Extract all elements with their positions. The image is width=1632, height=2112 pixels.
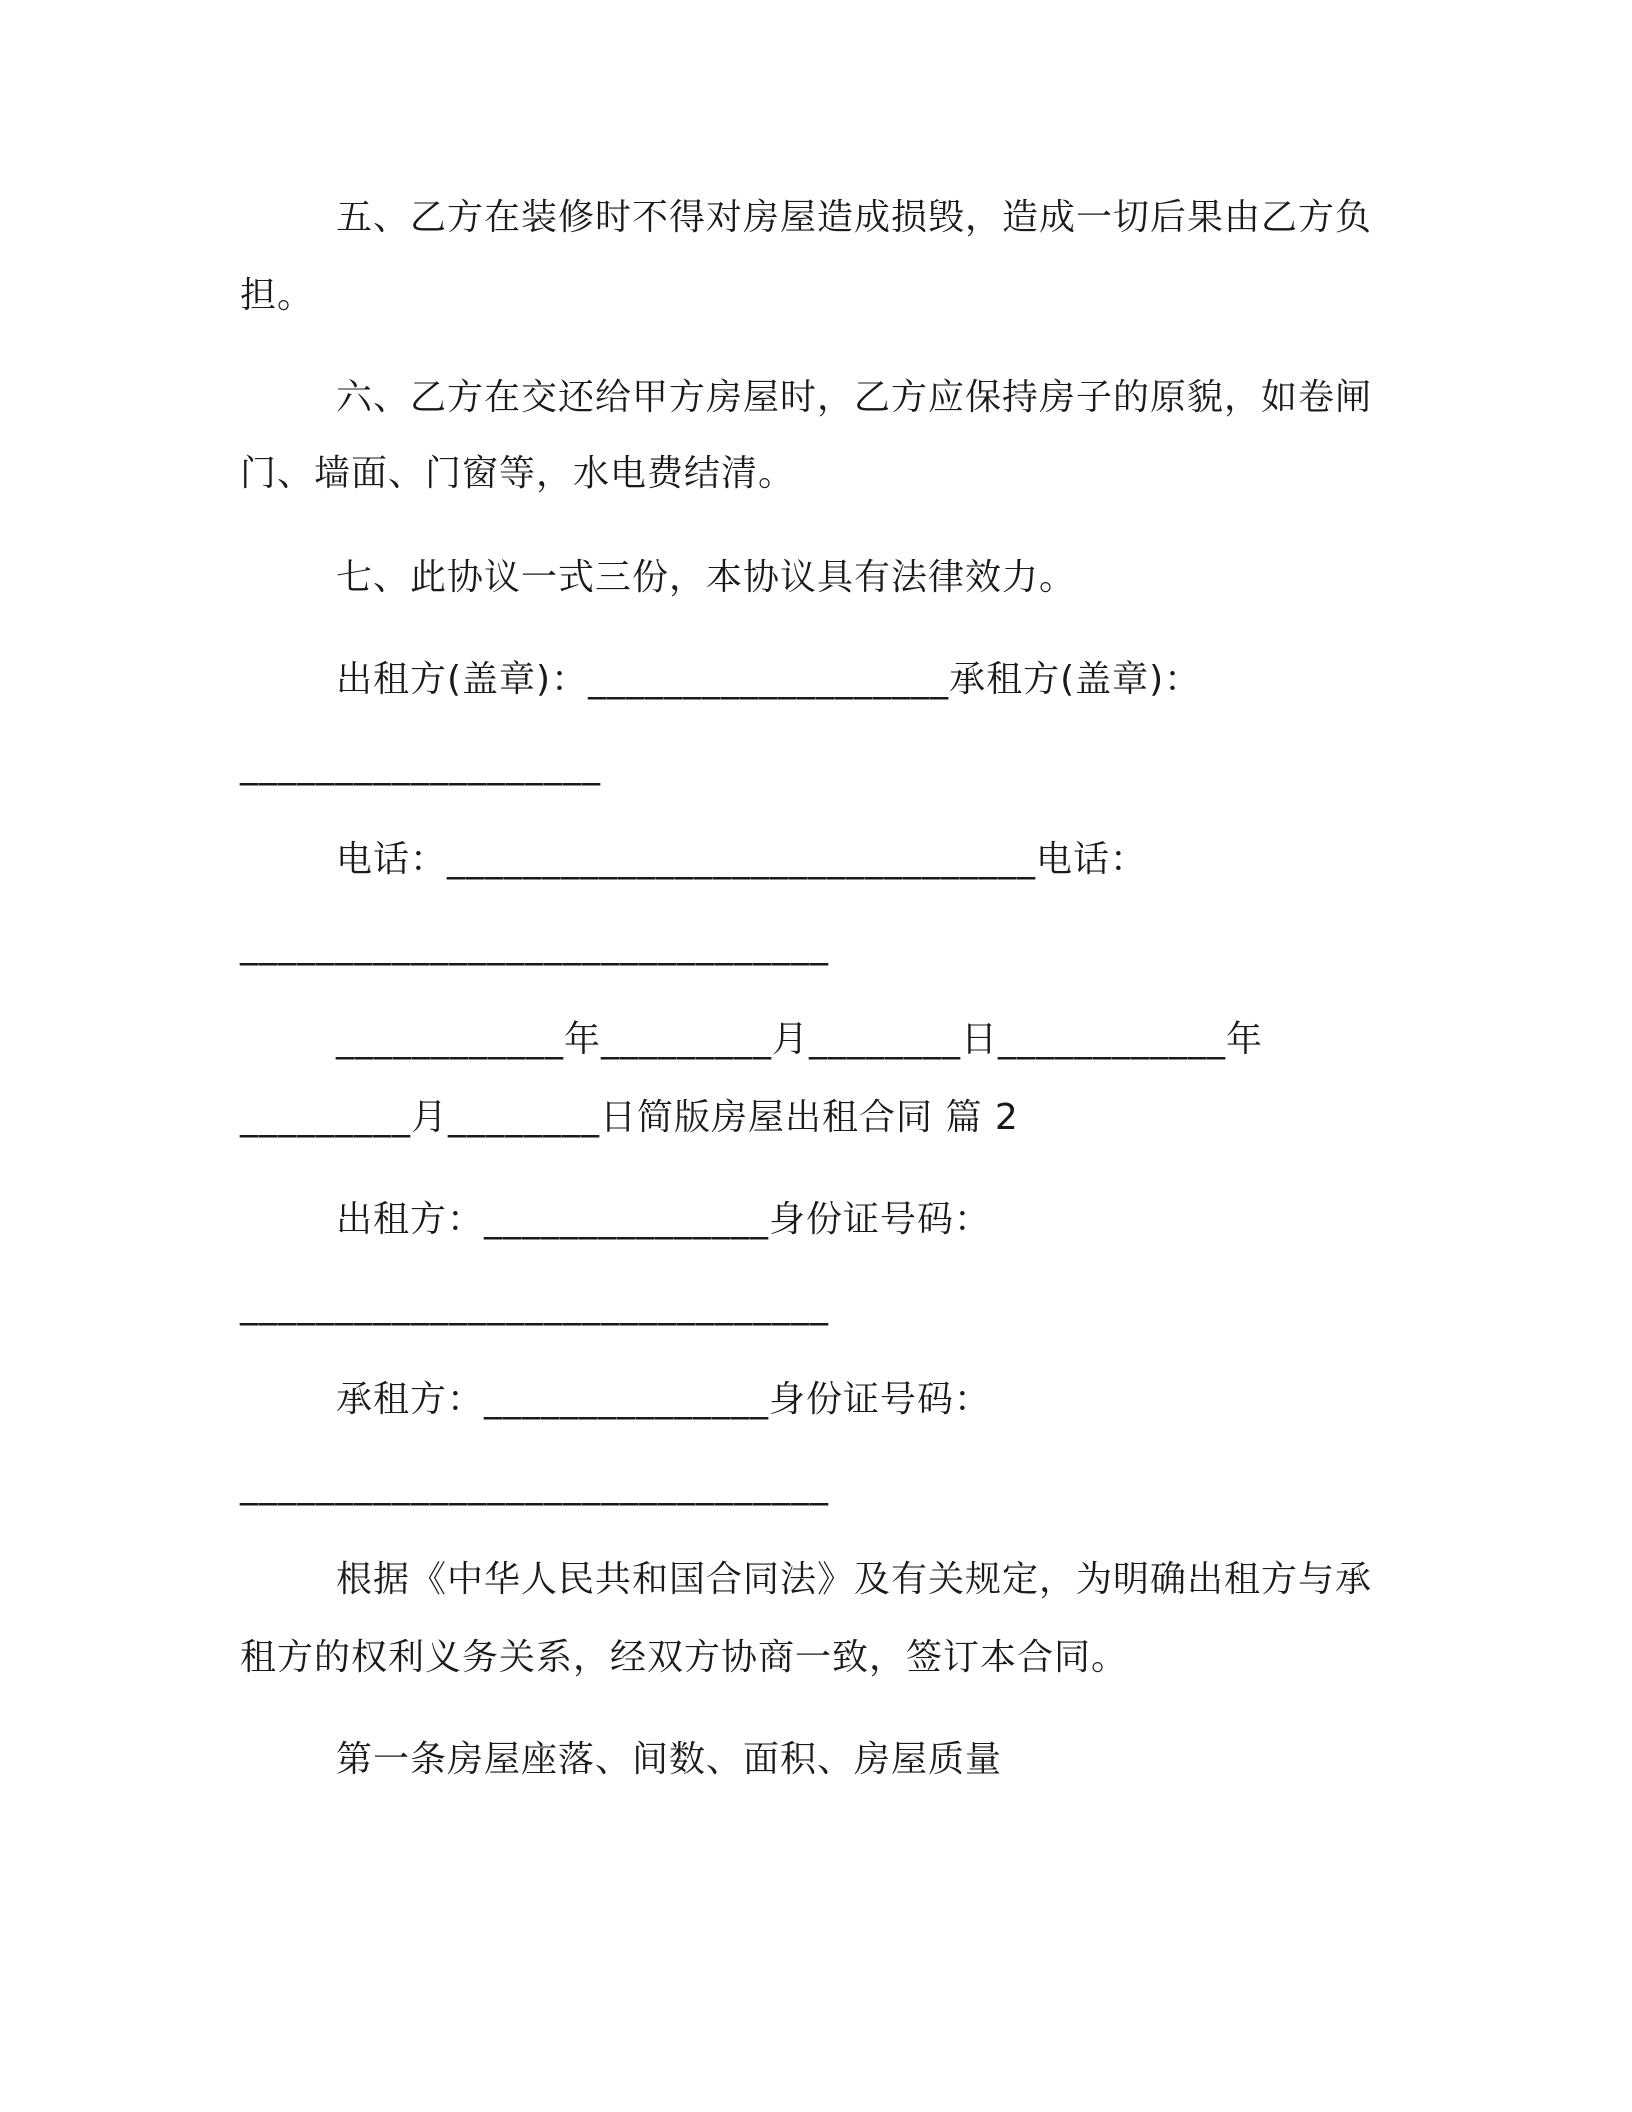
lessee-seal-blank: ___________________ [240,745,601,786]
clause-five-line-2: 担。 [240,275,315,316]
preamble-line-2: 租方的权利义务关系，经双方协商一致，签订本合同。 [240,1637,1129,1678]
article-one-heading: 第一条房屋座落、间数、面积、房屋质量 [336,1739,1003,1780]
lessor-seal-line: 出租方(盖章)：___________________承租方(盖章)： [336,659,1202,700]
date-line-2-heading: _________月________日简版房屋出租合同 篇 2 [240,1097,1019,1138]
lessor-id-line: 出租方：_______________身份证号码： [336,1199,992,1240]
lessee-id-line: 承租方：_______________身份证号码： [336,1379,992,1420]
clause-seven: 七、此协议一式三份，本协议具有法律效力。 [336,557,1077,598]
preamble-line-1: 根据《中华人民共和国合同法》及有关规定，为明确出租方与承 [336,1559,1373,1600]
phone-blank: _______________________________ [240,925,829,966]
clause-five-line-1: 五、乙方在装修时不得对房屋造成损毁，造成一切后果由乙方负 [336,197,1373,238]
lessee-id-blank: _______________________________ [240,1465,829,1506]
phone-line: 电话：_______________________________电话： [336,839,1148,880]
clause-six-line-2: 门、墙面、门窗等，水电费结清。 [240,453,796,494]
clause-six-line-1: 六、乙方在交还给甲方房屋时，乙方应保持房子的原貌，如卷闸 [336,377,1373,418]
date-line-1: ____________年_________月________日____________年 [336,1019,1263,1060]
lessor-id-blank: _______________________________ [240,1285,829,1326]
